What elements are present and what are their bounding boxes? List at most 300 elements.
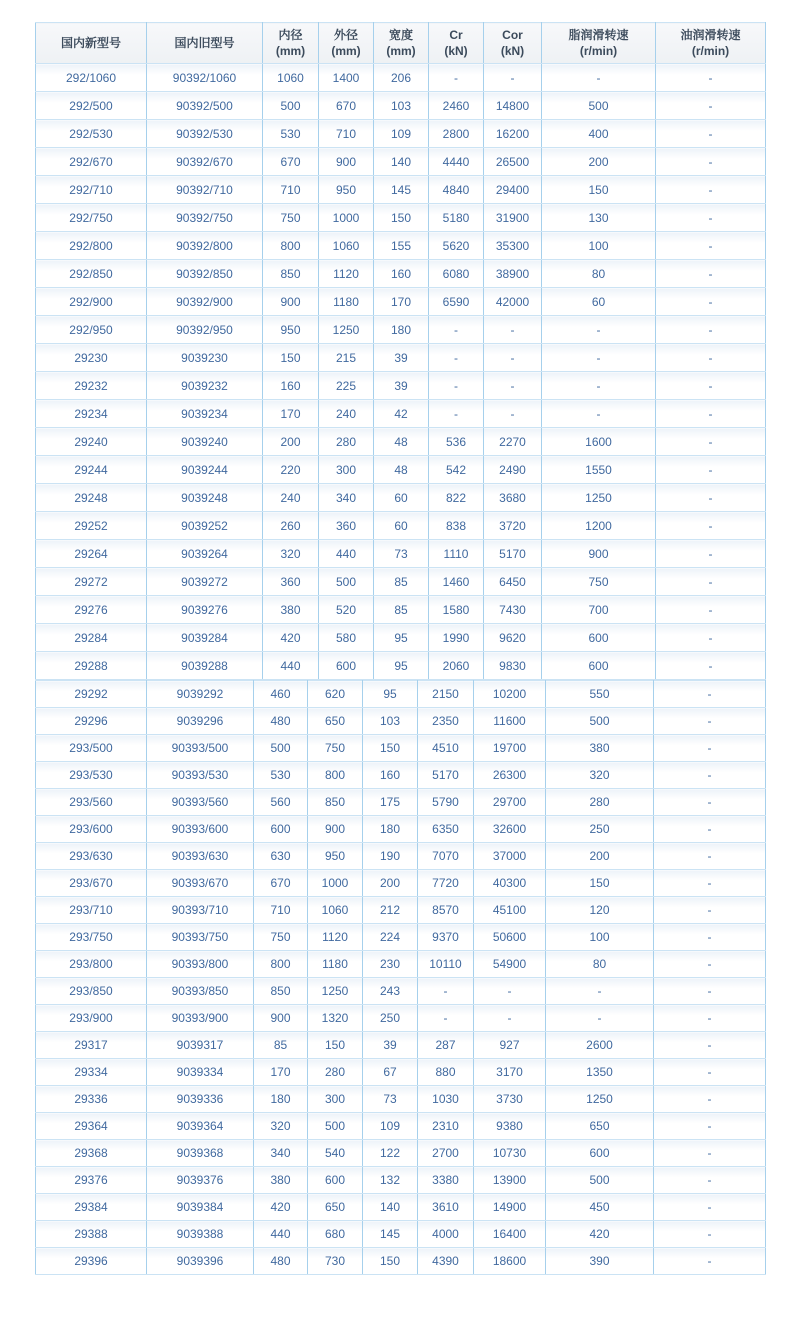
cr-cell: 7720 — [418, 870, 474, 897]
cr-cell: 10110 — [418, 951, 474, 978]
outer-diameter-cell: 850 — [308, 789, 363, 816]
model-old-cell: 90393/560 — [147, 789, 254, 816]
cr-cell: 838 — [429, 512, 484, 540]
grease-speed-cell: 100 — [546, 924, 654, 951]
cr-cell: 4440 — [429, 148, 484, 176]
width-cell: 48 — [374, 456, 429, 484]
header-width — [374, 23, 429, 64]
model-new-cell: 29388 — [36, 1221, 147, 1248]
width-cell: 175 — [363, 789, 418, 816]
cr-cell: 542 — [429, 456, 484, 484]
bore-diameter-cell: 340 — [254, 1140, 308, 1167]
model-new-cell: 292/950 — [36, 316, 147, 344]
model-new-cell: 29296 — [36, 708, 147, 735]
bore-diameter-cell: 420 — [254, 1194, 308, 1221]
bore-diameter-cell: 320 — [254, 1113, 308, 1140]
bore-diameter-cell: 630 — [254, 843, 308, 870]
cr-cell: 880 — [418, 1059, 474, 1086]
grease-speed-cell: 550 — [546, 681, 654, 708]
grease-speed-cell: 80 — [542, 260, 656, 288]
outer-diameter-cell: 1320 — [308, 1005, 363, 1032]
bore-diameter-cell: 420 — [263, 624, 319, 652]
table-row — [36, 652, 766, 680]
grease-speed-cell: - — [546, 978, 654, 1005]
cr-cell: 5790 — [418, 789, 474, 816]
outer-diameter-cell: 1060 — [308, 897, 363, 924]
model-new-cell: 29264 — [36, 540, 147, 568]
model-old-cell: 9039248 — [147, 484, 263, 512]
grease-speed-cell: 700 — [542, 596, 656, 624]
grease-speed-cell: 400 — [542, 120, 656, 148]
model-old-cell: 90392/710 — [147, 176, 263, 204]
table-row — [36, 762, 766, 789]
bore-diameter-cell: 750 — [263, 204, 319, 232]
width-cell: 160 — [374, 260, 429, 288]
oil-speed-cell: - — [654, 1194, 766, 1221]
table-row — [36, 897, 766, 924]
cor-cell: - — [474, 978, 546, 1005]
outer-diameter-cell: 1060 — [319, 232, 374, 260]
grease-speed-cell: 500 — [542, 92, 656, 120]
width-cell: 60 — [374, 512, 429, 540]
width-cell: 39 — [374, 344, 429, 372]
cr-cell: 2800 — [429, 120, 484, 148]
model-new-cell: 29232 — [36, 372, 147, 400]
grease-speed-cell: - — [542, 316, 656, 344]
bearing-spec-table-section-1 — [35, 22, 766, 680]
oil-speed-cell: - — [656, 344, 766, 372]
model-new-cell: 29317 — [36, 1032, 147, 1059]
model-old-cell: 9039232 — [147, 372, 263, 400]
bore-diameter-cell: 710 — [263, 176, 319, 204]
outer-diameter-cell: 670 — [319, 92, 374, 120]
width-cell: 180 — [374, 316, 429, 344]
cr-cell: 7070 — [418, 843, 474, 870]
model-old-cell: 90393/670 — [147, 870, 254, 897]
bore-diameter-cell: 600 — [254, 816, 308, 843]
oil-speed-cell: - — [654, 681, 766, 708]
oil-speed-cell: - — [656, 428, 766, 456]
model-new-cell: 29384 — [36, 1194, 147, 1221]
model-new-cell: 29244 — [36, 456, 147, 484]
model-new-cell: 293/750 — [36, 924, 147, 951]
oil-speed-cell: - — [656, 120, 766, 148]
oil-speed-cell: - — [656, 484, 766, 512]
bore-diameter-cell: 85 — [254, 1032, 308, 1059]
cor-cell: 29400 — [484, 176, 542, 204]
model-old-cell: 9039234 — [147, 400, 263, 428]
cr-cell: 6080 — [429, 260, 484, 288]
width-cell: 39 — [374, 372, 429, 400]
outer-diameter-cell: 225 — [319, 372, 374, 400]
header-label: Cr — [449, 27, 463, 42]
table-row — [36, 288, 766, 316]
cor-cell: 2270 — [484, 428, 542, 456]
grease-speed-cell: 600 — [542, 652, 656, 680]
oil-speed-cell: - — [654, 924, 766, 951]
bore-diameter-cell: 900 — [263, 288, 319, 316]
grease-speed-cell: 1550 — [542, 456, 656, 484]
bore-diameter-cell: 850 — [263, 260, 319, 288]
oil-speed-cell: - — [654, 1059, 766, 1086]
cor-cell: 9620 — [484, 624, 542, 652]
cor-cell: 10730 — [474, 1140, 546, 1167]
table-row — [36, 1005, 766, 1032]
model-new-cell: 292/530 — [36, 120, 147, 148]
width-cell: 73 — [374, 540, 429, 568]
model-new-cell: 29364 — [36, 1113, 147, 1140]
model-new-cell: 29336 — [36, 1086, 147, 1113]
header-bore-diameter — [263, 23, 319, 64]
cr-cell: 3610 — [418, 1194, 474, 1221]
model-old-cell: 90392/670 — [147, 148, 263, 176]
model-new-cell: 29288 — [36, 652, 147, 680]
grease-speed-cell: 500 — [546, 1167, 654, 1194]
cor-cell: 29700 — [474, 789, 546, 816]
header-unit-label: (mm) — [386, 44, 416, 58]
model-new-cell: 292/900 — [36, 288, 147, 316]
header-oil-speed — [656, 23, 766, 64]
model-new-cell: 29240 — [36, 428, 147, 456]
table-row — [36, 1113, 766, 1140]
grease-speed-cell: 1600 — [542, 428, 656, 456]
model-new-cell: 293/630 — [36, 843, 147, 870]
grease-speed-cell: 380 — [546, 735, 654, 762]
model-old-cell: 90392/530 — [147, 120, 263, 148]
cr-cell: 5180 — [429, 204, 484, 232]
model-old-cell: 90393/750 — [147, 924, 254, 951]
table-row — [36, 624, 766, 652]
grease-speed-cell: 200 — [542, 148, 656, 176]
model-new-cell: 29368 — [36, 1140, 147, 1167]
outer-diameter-cell: 900 — [308, 816, 363, 843]
outer-diameter-cell: 440 — [319, 540, 374, 568]
cr-cell: 5170 — [418, 762, 474, 789]
bore-diameter-cell: 710 — [254, 897, 308, 924]
oil-speed-cell: - — [654, 843, 766, 870]
table-row — [36, 816, 766, 843]
cor-cell: - — [484, 344, 542, 372]
outer-diameter-cell: 1000 — [308, 870, 363, 897]
oil-speed-cell: - — [654, 1167, 766, 1194]
model-new-cell: 293/500 — [36, 735, 147, 762]
outer-diameter-cell: 500 — [319, 568, 374, 596]
cor-cell: 13900 — [474, 1167, 546, 1194]
width-cell: 48 — [374, 428, 429, 456]
grease-speed-cell: 100 — [542, 232, 656, 260]
outer-diameter-cell: 340 — [319, 484, 374, 512]
grease-speed-cell: 390 — [546, 1248, 654, 1275]
model-old-cell: 90393/530 — [147, 762, 254, 789]
model-new-cell: 29376 — [36, 1167, 147, 1194]
bore-diameter-cell: 360 — [263, 568, 319, 596]
bore-diameter-cell: 180 — [254, 1086, 308, 1113]
model-old-cell: 9039368 — [147, 1140, 254, 1167]
header-label: 内径 — [278, 27, 303, 42]
width-cell: 150 — [363, 735, 418, 762]
table-row — [36, 978, 766, 1005]
bore-diameter-cell: 440 — [263, 652, 319, 680]
model-new-cell: 29272 — [36, 568, 147, 596]
grease-speed-cell: 320 — [546, 762, 654, 789]
model-old-cell: 90392/750 — [147, 204, 263, 232]
cr-cell: 1460 — [429, 568, 484, 596]
model-old-cell: 90393/600 — [147, 816, 254, 843]
cor-cell: 3170 — [474, 1059, 546, 1086]
header-unit-label: (mm) — [275, 44, 306, 58]
oil-speed-cell: - — [656, 540, 766, 568]
cr-cell: 4840 — [429, 176, 484, 204]
cr-cell: 1990 — [429, 624, 484, 652]
cor-cell: 42000 — [484, 288, 542, 316]
grease-speed-cell: - — [542, 400, 656, 428]
model-old-cell: 9039396 — [147, 1248, 254, 1275]
oil-speed-cell: - — [656, 92, 766, 120]
oil-speed-cell: - — [656, 176, 766, 204]
grease-speed-cell: 130 — [542, 204, 656, 232]
oil-speed-cell: - — [656, 596, 766, 624]
cr-cell: 2310 — [418, 1113, 474, 1140]
model-old-cell: 90393/800 — [147, 951, 254, 978]
grease-speed-cell: - — [542, 64, 656, 92]
outer-diameter-cell: 1250 — [308, 978, 363, 1005]
oil-speed-cell: - — [656, 512, 766, 540]
bore-diameter-cell: 440 — [254, 1221, 308, 1248]
width-cell: 109 — [374, 120, 429, 148]
cor-cell: 38900 — [484, 260, 542, 288]
model-new-cell: 293/600 — [36, 816, 147, 843]
cr-cell: 8570 — [418, 897, 474, 924]
model-new-cell: 29234 — [36, 400, 147, 428]
cr-cell: 536 — [429, 428, 484, 456]
model-new-cell: 293/670 — [36, 870, 147, 897]
model-old-cell: 9039284 — [147, 624, 263, 652]
cr-cell: 2460 — [429, 92, 484, 120]
width-cell: 145 — [374, 176, 429, 204]
oil-speed-cell: - — [654, 735, 766, 762]
cr-cell: - — [429, 64, 484, 92]
model-new-cell: 292/750 — [36, 204, 147, 232]
grease-speed-cell: - — [542, 372, 656, 400]
grease-speed-cell: - — [546, 1005, 654, 1032]
width-cell: 200 — [363, 870, 418, 897]
model-old-cell: 90393/710 — [147, 897, 254, 924]
header-outer-diameter — [319, 23, 374, 64]
bore-diameter-cell: 460 — [254, 681, 308, 708]
oil-speed-cell: - — [656, 400, 766, 428]
oil-speed-cell: - — [656, 64, 766, 92]
model-new-cell: 293/530 — [36, 762, 147, 789]
cor-cell: 26300 — [474, 762, 546, 789]
cor-cell: 3720 — [484, 512, 542, 540]
grease-speed-cell: 60 — [542, 288, 656, 316]
width-cell: 206 — [374, 64, 429, 92]
grease-speed-cell: 150 — [546, 870, 654, 897]
outer-diameter-cell: 280 — [319, 428, 374, 456]
oil-speed-cell: - — [654, 978, 766, 1005]
cr-cell: 4510 — [418, 735, 474, 762]
model-old-cell: 9039288 — [147, 652, 263, 680]
table-row — [36, 568, 766, 596]
outer-diameter-cell: 1120 — [308, 924, 363, 951]
width-cell: 132 — [363, 1167, 418, 1194]
header-model-new — [36, 23, 147, 64]
model-new-cell: 29276 — [36, 596, 147, 624]
table-row — [36, 344, 766, 372]
cr-cell: - — [418, 978, 474, 1005]
cor-cell: 35300 — [484, 232, 542, 260]
model-new-cell: 293/710 — [36, 897, 147, 924]
width-cell: 212 — [363, 897, 418, 924]
model-old-cell: 9039244 — [147, 456, 263, 484]
width-cell: 85 — [374, 568, 429, 596]
bore-diameter-cell: 750 — [254, 924, 308, 951]
model-new-cell: 29248 — [36, 484, 147, 512]
model-old-cell: 90393/500 — [147, 735, 254, 762]
outer-diameter-cell: 1400 — [319, 64, 374, 92]
cor-cell: 9830 — [484, 652, 542, 680]
width-cell: 67 — [363, 1059, 418, 1086]
width-cell: 95 — [374, 652, 429, 680]
width-cell: 42 — [374, 400, 429, 428]
width-cell: 150 — [363, 1248, 418, 1275]
bore-diameter-cell: 380 — [254, 1167, 308, 1194]
bore-diameter-cell: 850 — [254, 978, 308, 1005]
cor-cell: 14900 — [474, 1194, 546, 1221]
model-old-cell: 90393/900 — [147, 1005, 254, 1032]
grease-speed-cell: 900 — [542, 540, 656, 568]
width-cell: 224 — [363, 924, 418, 951]
cor-cell: - — [484, 64, 542, 92]
table-header-row — [36, 23, 766, 64]
table-row — [36, 951, 766, 978]
cor-cell: 40300 — [474, 870, 546, 897]
header-unit-label: (kN) — [500, 44, 525, 58]
width-cell: 250 — [363, 1005, 418, 1032]
grease-speed-cell: 600 — [542, 624, 656, 652]
cr-cell: 6350 — [418, 816, 474, 843]
outer-diameter-cell: 1250 — [319, 316, 374, 344]
grease-speed-cell: 750 — [542, 568, 656, 596]
grease-speed-cell: 250 — [546, 816, 654, 843]
table-row — [36, 232, 766, 260]
outer-diameter-cell: 950 — [319, 176, 374, 204]
cor-cell: 50600 — [474, 924, 546, 951]
bore-diameter-cell: 200 — [263, 428, 319, 456]
table-row — [36, 176, 766, 204]
model-new-cell: 292/710 — [36, 176, 147, 204]
bearing-spec-table-section-2 — [35, 680, 766, 1275]
outer-diameter-cell: 680 — [308, 1221, 363, 1248]
table-row — [36, 540, 766, 568]
cor-cell: 7430 — [484, 596, 542, 624]
cor-cell: 14800 — [484, 92, 542, 120]
cor-cell: 2490 — [484, 456, 542, 484]
bore-diameter-cell: 320 — [263, 540, 319, 568]
model-new-cell: 292/1060 — [36, 64, 147, 92]
header-unit-label: (r/min) — [579, 44, 618, 58]
table-row — [36, 204, 766, 232]
oil-speed-cell: - — [654, 1086, 766, 1113]
grease-speed-cell: - — [542, 344, 656, 372]
model-old-cell: 9039336 — [147, 1086, 254, 1113]
oil-speed-cell: - — [656, 148, 766, 176]
model-new-cell: 292/500 — [36, 92, 147, 120]
oil-speed-cell: - — [656, 456, 766, 484]
outer-diameter-cell: 215 — [319, 344, 374, 372]
cor-cell: 19700 — [474, 735, 546, 762]
outer-diameter-cell: 1120 — [319, 260, 374, 288]
width-cell: 60 — [374, 484, 429, 512]
model-old-cell: 90393/630 — [147, 843, 254, 870]
table-row — [36, 708, 766, 735]
model-old-cell: 9039272 — [147, 568, 263, 596]
cr-cell: 4000 — [418, 1221, 474, 1248]
cr-cell: 2350 — [418, 708, 474, 735]
oil-speed-cell: - — [656, 624, 766, 652]
model-old-cell: 9039230 — [147, 344, 263, 372]
oil-speed-cell: - — [654, 789, 766, 816]
cor-cell: 9380 — [474, 1113, 546, 1140]
table-row — [36, 372, 766, 400]
cor-cell: - — [474, 1005, 546, 1032]
width-cell: 160 — [363, 762, 418, 789]
model-old-cell: 9039252 — [147, 512, 263, 540]
bore-diameter-cell: 170 — [254, 1059, 308, 1086]
cr-cell: 2700 — [418, 1140, 474, 1167]
table-row — [36, 681, 766, 708]
table-row — [36, 260, 766, 288]
model-new-cell: 292/670 — [36, 148, 147, 176]
width-cell: 85 — [374, 596, 429, 624]
oil-speed-cell: - — [654, 951, 766, 978]
model-new-cell: 293/850 — [36, 978, 147, 1005]
outer-diameter-cell: 1180 — [319, 288, 374, 316]
bore-diameter-cell: 800 — [263, 232, 319, 260]
oil-speed-cell: - — [654, 870, 766, 897]
width-cell: 155 — [374, 232, 429, 260]
cor-cell: - — [484, 400, 542, 428]
bore-diameter-cell: 170 — [263, 400, 319, 428]
cr-cell: 5620 — [429, 232, 484, 260]
cor-cell: 18600 — [474, 1248, 546, 1275]
bore-diameter-cell: 670 — [254, 870, 308, 897]
cr-cell: - — [429, 316, 484, 344]
table-row — [36, 148, 766, 176]
bore-diameter-cell: 150 — [263, 344, 319, 372]
grease-speed-cell: 2600 — [546, 1032, 654, 1059]
outer-diameter-cell: 580 — [319, 624, 374, 652]
table-row — [36, 92, 766, 120]
oil-speed-cell: - — [656, 288, 766, 316]
model-new-cell: 29396 — [36, 1248, 147, 1275]
width-cell: 103 — [374, 92, 429, 120]
cor-cell: - — [484, 372, 542, 400]
model-old-cell: 9039334 — [147, 1059, 254, 1086]
bore-diameter-cell: 530 — [254, 762, 308, 789]
model-old-cell: 90392/950 — [147, 316, 263, 344]
grease-speed-cell: 450 — [546, 1194, 654, 1221]
width-cell: 170 — [374, 288, 429, 316]
header-label: 宽度 — [388, 27, 413, 42]
model-new-cell: 292/800 — [36, 232, 147, 260]
cor-cell: 54900 — [474, 951, 546, 978]
table-row — [36, 843, 766, 870]
header-label: 国内新型号 — [60, 35, 121, 50]
model-old-cell: 90392/850 — [147, 260, 263, 288]
oil-speed-cell: - — [656, 232, 766, 260]
oil-speed-cell: - — [654, 1113, 766, 1140]
